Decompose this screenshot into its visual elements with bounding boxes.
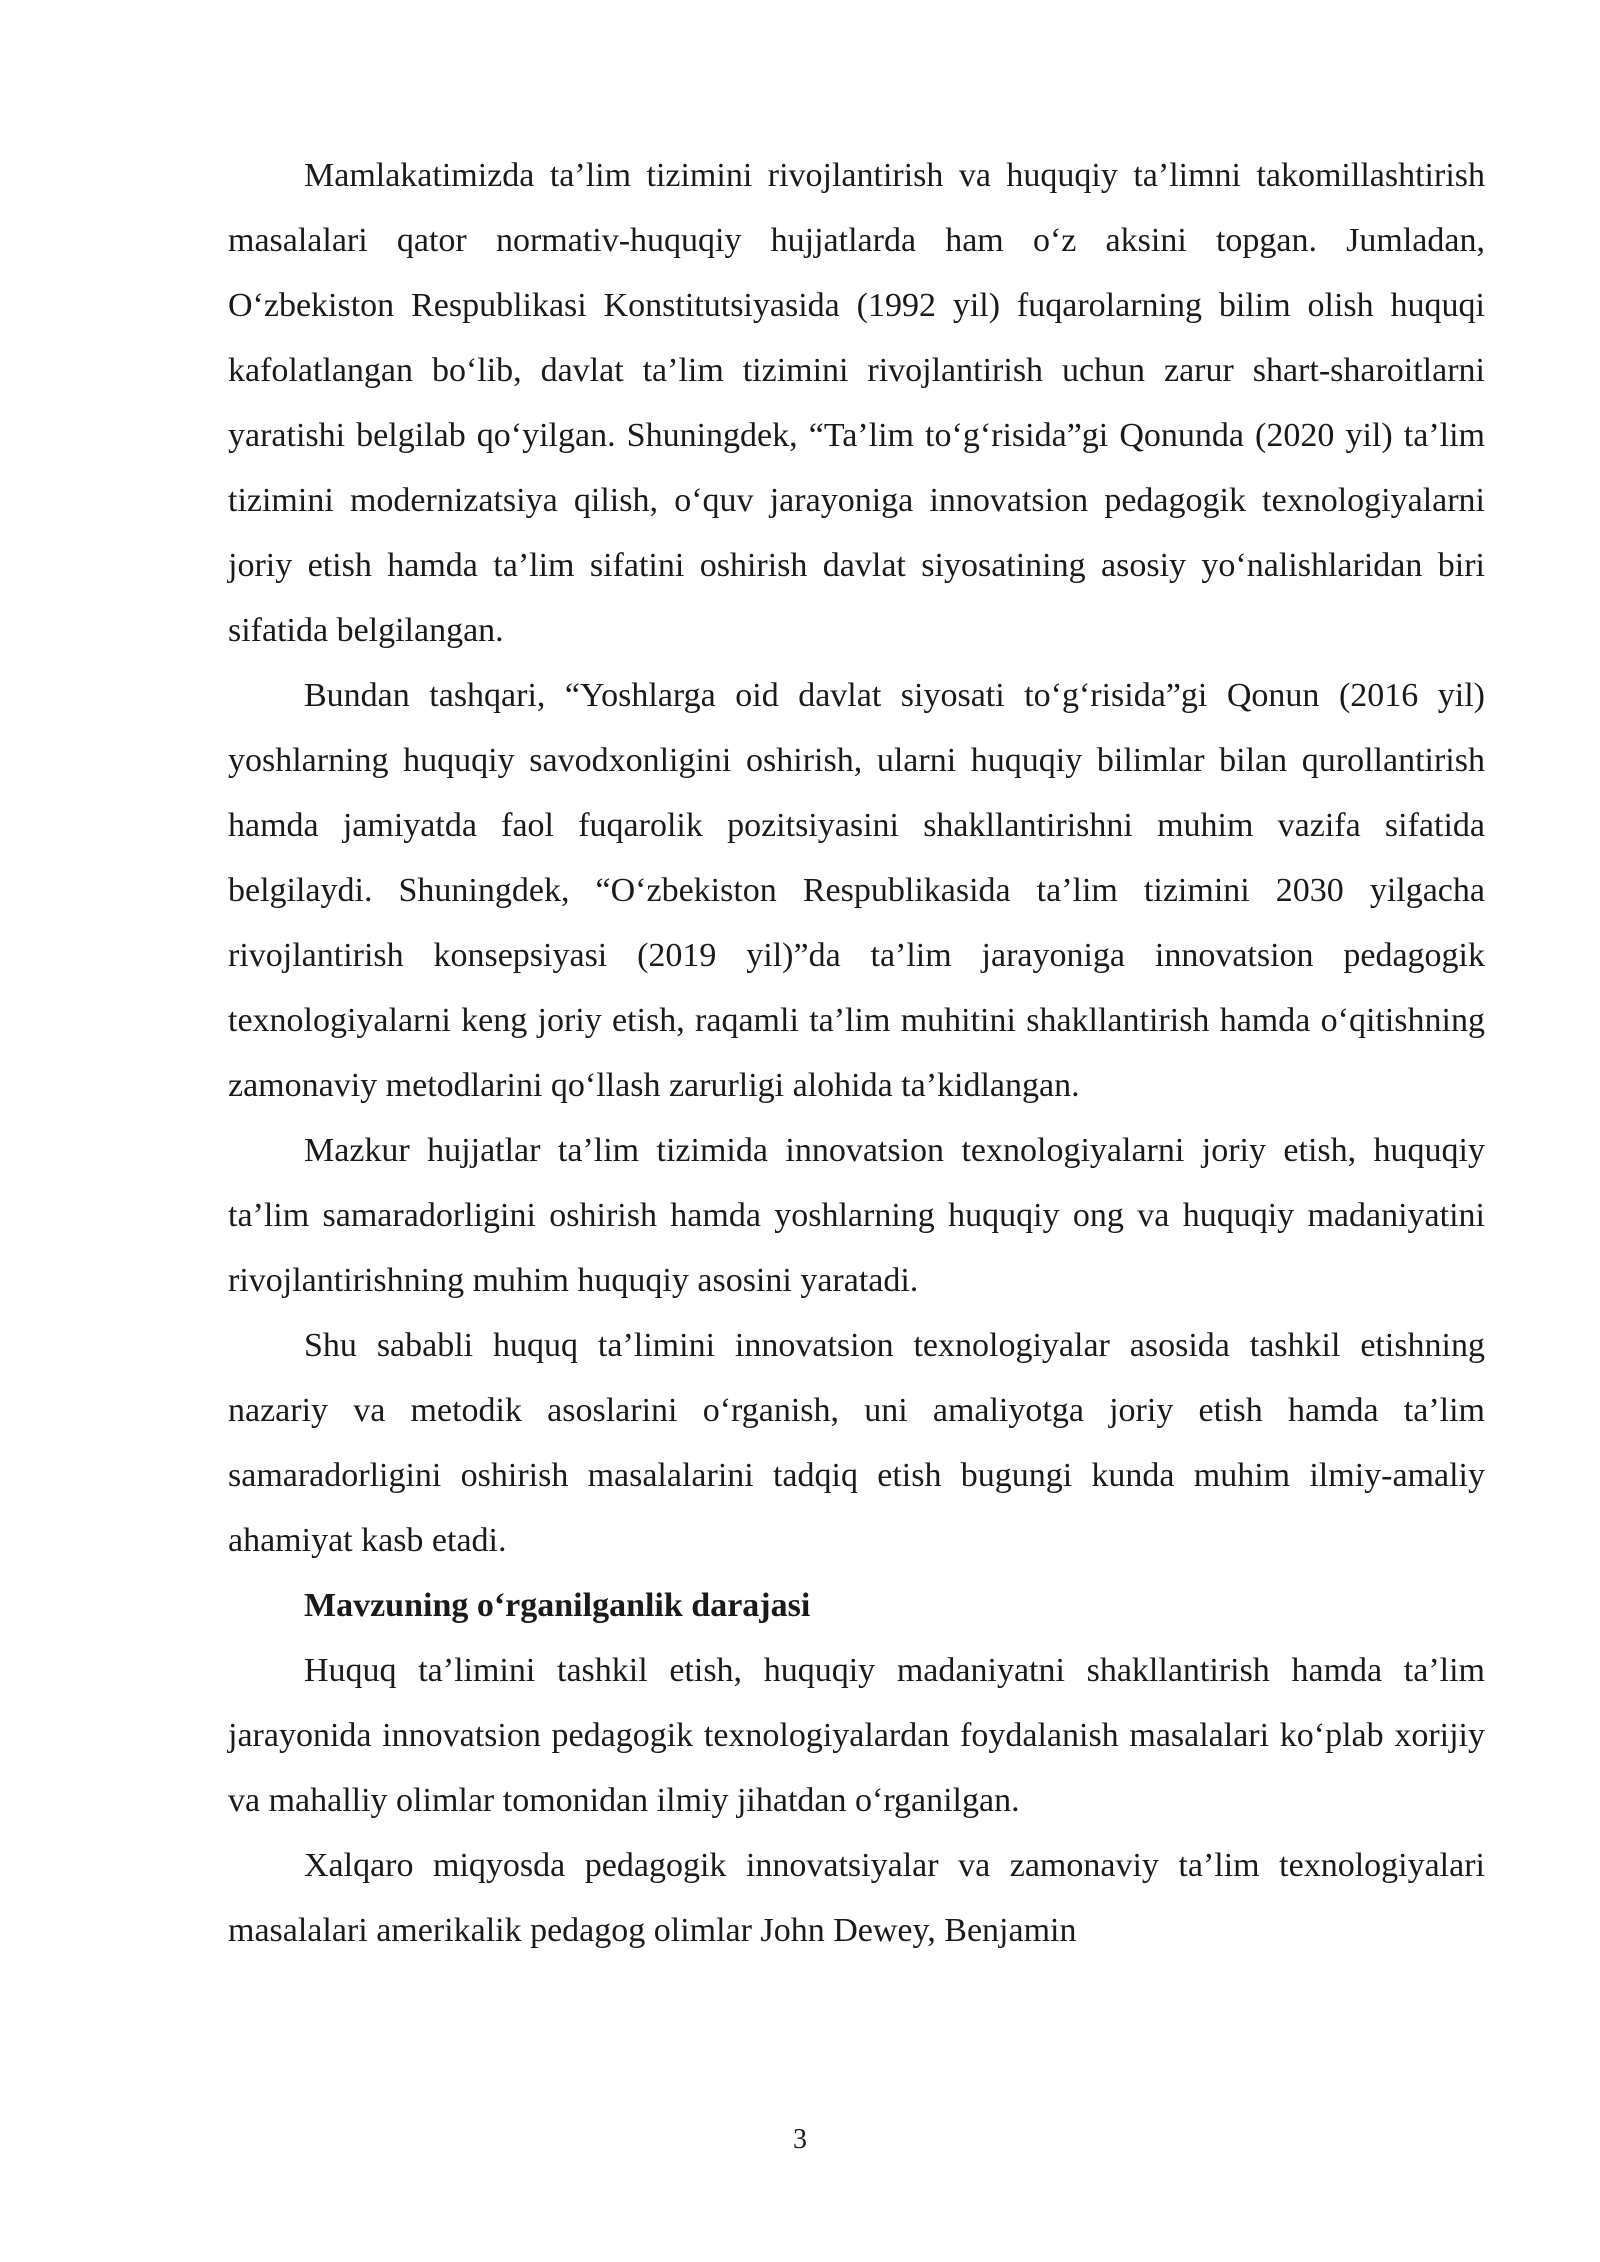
paragraph-6: Xalqaro miqyosda pedagogik innovatsiyalar va zamonaviy ta’lim texnologiyalari masalalari amerikalik pedagog olimlar John Dewey, Benjamin <box>228 1847 1485 1949</box>
paragraph-5: Huquq ta’limini tashkil etish, huquqiy madaniyatni shakllantirish hamda ta’lim jarayonida innovatsion pedagogik texnologiyalardan foydalanish masalalari ko‘plab xorijiy va mahalliy olimlar tomonidan ilmiy jihatdan o‘rganilgan. <box>228 1652 1485 1819</box>
paragraph-3: Mazkur hujjatlar ta’lim tizimida innovatsion texnologiyalarni joriy etish, huquqiy ta’lim samaradorligini oshirish hamda yoshlarning huquqiy ong va huquqiy madaniyatini rivojlantirishning muhim huquqiy asosini yaratadi. <box>228 1132 1485 1299</box>
section-heading: Mavzuning o‘rganilganlik darajasi <box>304 1587 811 1624</box>
paragraph-4: Shu sababli huquq ta’limini innovatsion texnologiyalar asosida tashkil etishning nazariy va metodik asoslarini o‘rganish, uni amaliyotga joriy etish hamda ta’lim samaradorligini oshirish masalalarini tadqiq etish bugungi kunda muhim ilmiy-amaliy ahamiyat kasb etadi. <box>228 1327 1485 1559</box>
paragraph-1: Mamlakatimizda ta’lim tizimini rivojlantirish va huquqiy ta’limni takomillashtirish masalalari qator normativ-huquqiy hujjatlarda ham o‘z aksini topgan. Jumladan, O‘zbekiston Respublikasi Konstitutsiyasida (1992 yil) fuqarolarning bilim olish huquqi kafolatlangan bo‘lib, davlat ta’lim tizimini rivojlantirish uchun zarur shart-sharoitlarni yaratishi belgilab qo‘yilgan. Shuningdek, “Ta’lim to‘g‘risida”gi Qonunda (2020 yil) ta’lim tizimini modernizatsiya qilish, o‘quv jarayoniga innovatsion pedagogik texnologiyalarni joriy etish hamda ta’lim sifatini oshirish davlat siyosatining asosiy yo‘nalishlaridan biri sifatida belgilangan. <box>228 157 1485 649</box>
paragraph-2: Bundan tashqari, “Yoshlarga oid davlat siyosati to‘g‘risida”gi Qonun (2016 yil) yoshlarning huquqiy savodxonligini oshirish, ularni huquqiy bilimlar bilan qurollantirish hamda jamiyatda faol fuqarolik pozitsiyasini shakllantirishni muhim vazifa sifatida belgilaydi. Shuningdek, “O‘zbekiston Respublikasida ta’lim tizimini 2030 yilgacha rivojlantirish konsepsiyasi (2019 yil)”da ta’lim jarayoniga innovatsion pedagogik texnologiyalarni keng joriy etish, raqamli ta’lim muhitini shakllantirish hamda o‘qitishning zamonaviy metodlarini qo‘llash zarurligi alohida ta’kidlangan. <box>228 677 1485 1104</box>
document-body <box>228 143 1485 1963</box>
page-number: 3 <box>793 2124 807 2155</box>
